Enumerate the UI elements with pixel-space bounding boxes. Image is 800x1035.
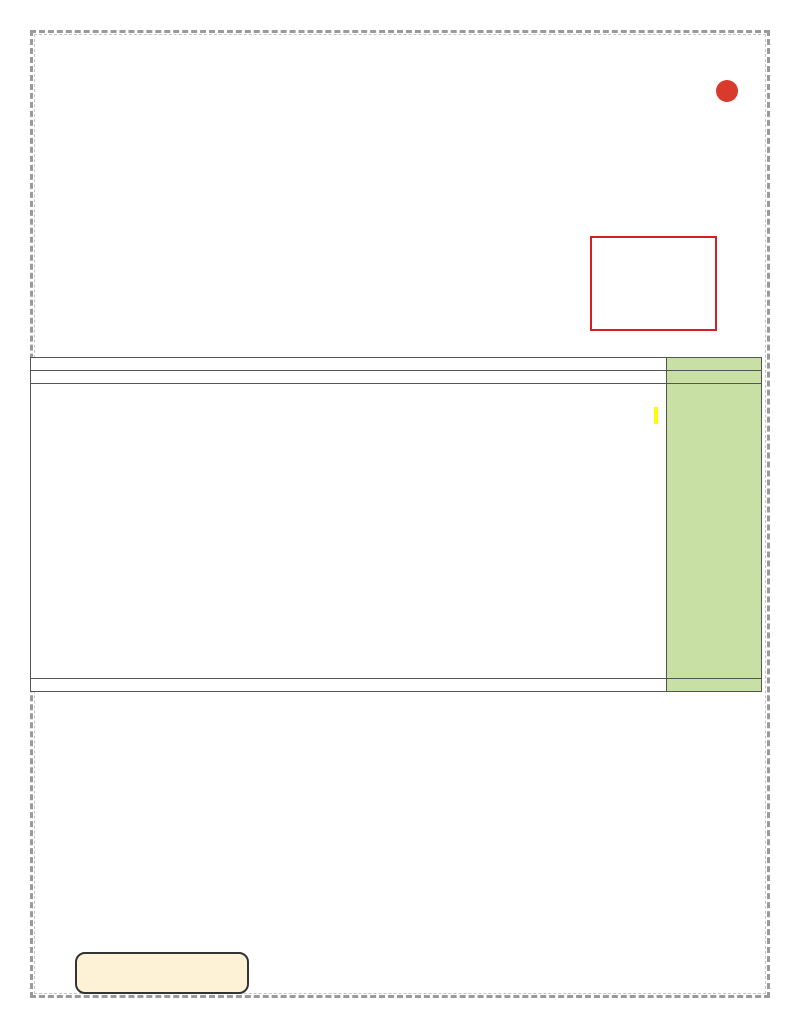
plan-row — [31, 371, 762, 384]
answer-highlight — [654, 407, 658, 424]
understand-label — [667, 358, 762, 371]
verify-label — [667, 679, 762, 692]
verify-content — [31, 679, 667, 692]
solution-table — [30, 357, 762, 692]
solution-illustration — [39, 426, 658, 676]
solve-line-5 — [39, 406, 658, 426]
plan-content — [31, 371, 667, 384]
verify-row — [31, 679, 762, 692]
solve-line-1 — [39, 386, 658, 406]
understand-content — [31, 358, 667, 371]
page-number-label — [75, 952, 249, 994]
solution-flowers-svg — [41, 426, 621, 676]
pattern-highlight-box — [590, 236, 717, 331]
word-problem — [318, 72, 738, 108]
understand-row — [31, 358, 762, 371]
solve-content — [31, 384, 667, 679]
solve-row — [31, 384, 762, 679]
question-number-badge — [716, 80, 738, 102]
solve-label — [667, 384, 762, 679]
plan-label — [667, 371, 762, 384]
